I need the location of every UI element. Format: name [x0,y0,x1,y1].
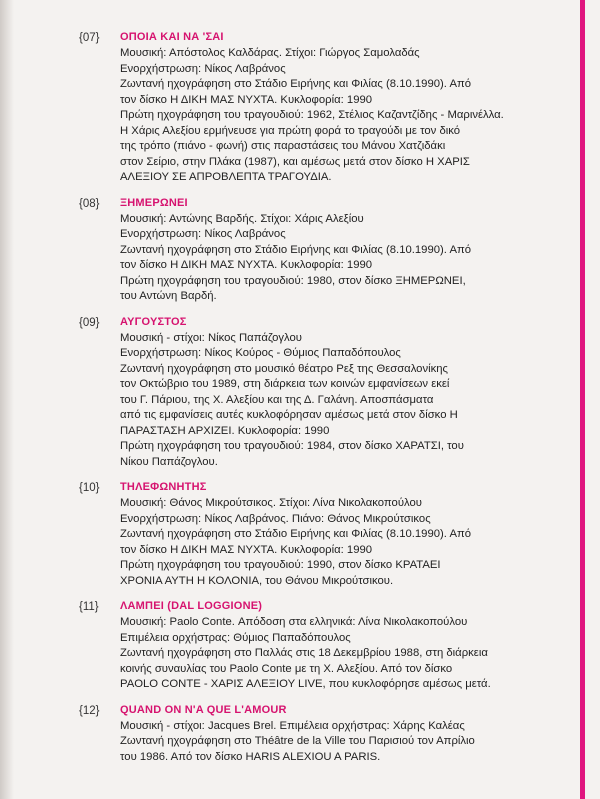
track-entry [79,196,570,305]
track-credit-line: τον δίσκο Η ΔΙΚΗ ΜΑΣ ΝΥΧΤΑ. Κυκλοφορία: 1990 [120,259,373,271]
track-credit-line: Ζωντανή ηχογράφηση στο Στάδιο Ειρήνης και Φιλίας (8.10.1990). Από [120,78,472,90]
track-credit-line: Ζωντανή ηχογράφηση στο μουσικό θέατρο Ρεξ της Θεσσαλονίκης [120,362,449,375]
track-credit-line: Ζωντανή ηχογράφηση στο Théâtre de la Ville του Παρισιού τον Απρίλιο [120,735,475,747]
track-title: ΞΗΜΕΡΩΝΕΙ [120,196,188,209]
track-entry [79,480,570,589]
track-credit-line: Ενορχήστρωση: Νίκος Λαβράνος [120,62,286,75]
pink-margin-bar [580,0,585,799]
track-number: {10} [79,482,100,494]
track-entry [79,315,570,471]
track-credit-line: τον Οκτώβριο του 1989, στη διάρκεια των κοινών εμφανίσεων εκεί [120,378,450,390]
track-title: ΑΥΓΟΥΣΤΟΣ [120,315,187,328]
track-number: {09} [79,316,100,329]
track-credit-line: του Αντώνη Βαρδή. [120,290,217,302]
track-credit-line: της τρόπο (πιάνο - φωνή) στις παραστάσεις του Μάνου Χατζιδάκι [120,140,446,152]
track-credit-line: Μουσική: Paolo Conte. Απόδοση στα ελληνικά: Λίνα Νικολακοπούλου [120,616,468,628]
track-credit-line: Ενορχήστρωση: Νίκος Λαβράνος [120,228,286,240]
track-title: ΤΗΛΕΦΩΝΗΤΗΣ [120,481,207,493]
track-credit-line: Μουσική - στίχοι: Jacques Brel. Επιμέλεια ορχήστρας: Χάρης Καλέας [120,719,465,732]
track-number: {08} [79,197,100,210]
track-credit-line: κοινής συναυλίας του Paolo Conte με τη Χ. Αλεξίου. Από τον δίσκο [120,662,453,675]
track-credit-line: Πρώτη ηχογράφηση του τραγουδιού: 1962, Στέλιος Καζαντζίδης - Μαρινέλλα. [120,109,504,121]
track-credit-line: Μουσική - στίχοι: Νίκος Παπάζογλου [120,331,302,344]
track-credit-line: Νίκου Παπάζογλου. [120,455,218,468]
track-credit-line: ΠΑΡΑΣΤΑΣΗ ΑΡΧΙΖΕΙ. Κυκλοφορία: 1990 [120,424,330,437]
track-credit-line: ΑΛΕΞΙΟΥ ΣΕ ΑΠΡΟΒΛΕΠΤΑ ΤΡΑΓΟΥΔΙΑ. [120,171,332,183]
track-credit-line: Μουσική: Απόστολος Καλδάρας. Στίχοι: Γιώργος Σαμολαδάς [120,47,420,59]
track-credit-line: Επιμέλεια ορχήστρας: Θύμιος Παπαδόπουλος [120,631,351,644]
track-credit-line: Ζωντανή ηχογράφηση στο Στάδιο Ειρήνης και Φιλίας (8.10.1990). Από [120,243,472,256]
track-credit-line: Ενορχήστρωση: Νίκος Κούρος - Θύμιος Παπαδόπουλος [120,347,401,359]
track-credit-line: PAOLO CONTE - ΧΑΡΙΣ ΑΛΕΞΙΟΥ LIVE, που κυκλοφόρησε αμέσως μετά. [120,678,491,690]
page-gutter-shadow [0,0,14,799]
track-credit-line: Πρώτη ηχογράφηση του τραγουδιού: 1984, στον δίσκο ΧΑΡΑΤΣΙ, του [120,440,464,452]
track-title: ΟΠΟΙΑ ΚΑΙ ΝΑ 'ΣΑΙ [120,31,224,43]
track-title: QUAND ON N'A QUE L'AMOUR [120,703,287,716]
track-credit-line: Μουσική: Αντώνης Βαρδής. Στίχοι: Χάρις Αλεξίου [120,212,364,225]
track-credit-line: τον δίσκο Η ΔΙΚΗ ΜΑΣ ΝΥΧΤΑ. Κυκλοφορία: 1990 [120,543,373,556]
track-credit-line: Ζωντανή ηχογράφηση στο Παλλάς στις 18 Δεκεμβρίου 1988, στη διάρκεια [120,647,488,659]
track-credit-line: Η Χάρις Αλεξίου ερμήνευσε για πρώτη φορά το τραγούδι με τον δικό [120,124,461,137]
track-number: {12} [79,704,100,717]
track-credit-line: Ενορχήστρωση: Νίκος Λαβράνος. Πιάνο: Θάνος Μικρούτσικος [120,512,431,525]
track-credit-line: Πρώτη ηχογράφηση του τραγουδιού: 1980, στον δίσκο ΞΗΜΕΡΩΝΕΙ, [120,274,466,287]
track-credit-line: ΧΡΟΝΙΑ ΑΥΤΗ Η ΚΟΛΟΝΙΑ, του Θάνου Μικρούτσικου. [120,574,394,587]
track-number: {11} [79,601,99,613]
track-credit-line: από τις εμφανίσεις αυτές κυκλοφόρησαν αμέσως μετά στον δίσκο Η [120,409,458,421]
track-title: ΛΑΜΠΕΙ (DAL LOGGIONE) [120,600,263,612]
track-entry [79,703,570,766]
track-credit-line: του Γ. Πάριου, της Χ. Αλεξίου και της Δ. Γαλάνη. Αποσπάσματα [120,393,434,406]
track-credit-line: του 1986. Από τον δίσκο HARIS ALEXIOU A PARIS. [120,750,381,763]
track-credit-line: στον Σείριο, στην Πλάκα (1987), και αμέσως μετά στον δίσκο Η ΧΑΡΙΣ [120,155,470,168]
track-credit-line: Πρώτη ηχογράφηση του τραγουδιού: 1990, στον δίσκο ΚΡΑΤΑΕΙ [120,559,441,571]
track-entry [79,30,570,186]
track-list [79,30,570,775]
track-credit-line: Μουσική: Θάνος Μικρούτσικος. Στίχοι: Λίνα Νικολακοπούλου [120,497,422,509]
track-number: {07} [79,32,100,44]
track-credit-line: Ζωντανή ηχογράφηση στο Στάδιο Ειρήνης και Φιλίας (8.10.1990). Από [120,528,472,540]
track-entry [79,599,570,693]
track-credit-line: τον δίσκο Η ΔΙΚΗ ΜΑΣ ΝΥΧΤΑ. Κυκλοφορία: 1990 [120,93,373,106]
